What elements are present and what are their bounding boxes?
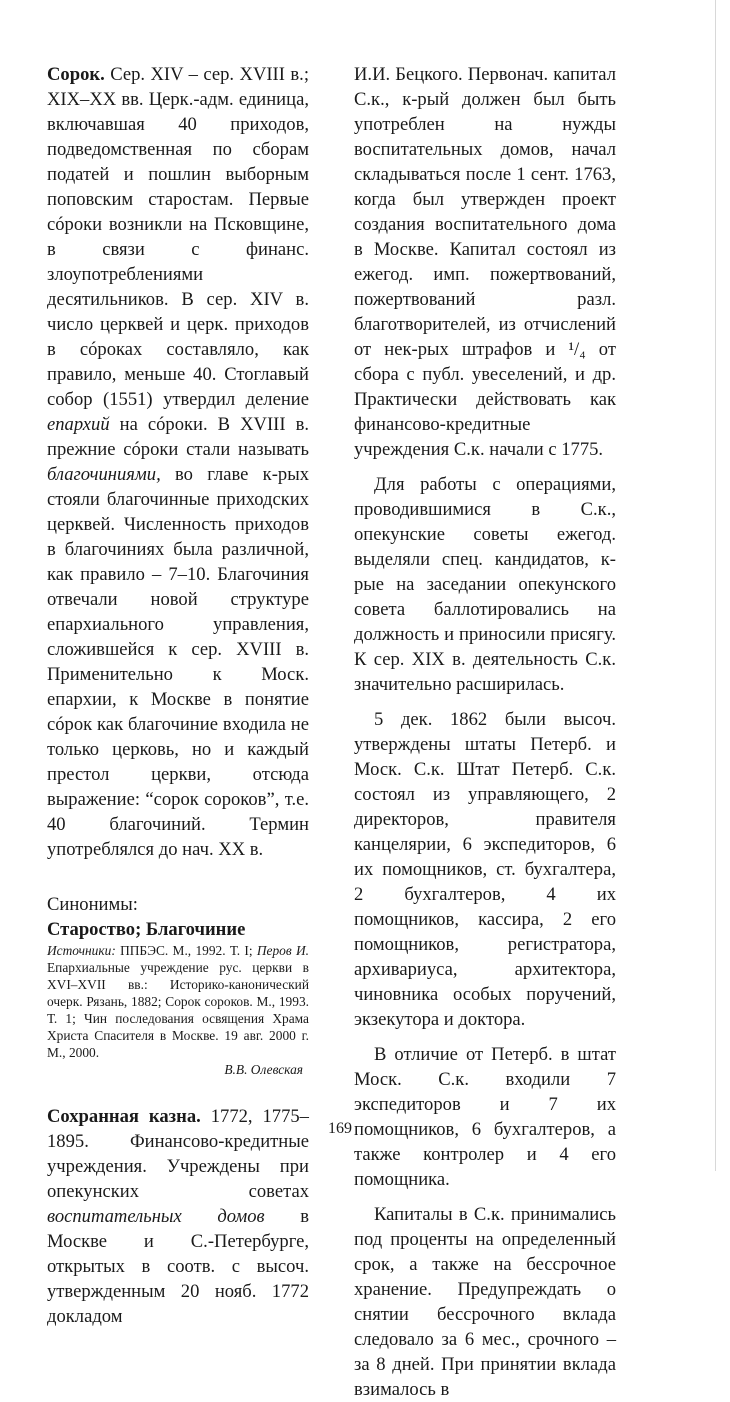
entry-sorok [47, 62, 309, 862]
synonyms-label: Синонимы: [47, 894, 138, 915]
link-vospitatelnykh-domov: воспитательных домов [47, 1206, 265, 1227]
paragraph-3: 5 дек. 1862 были высоч. утверждены штаты Петерб. и Моск. С.к. Штат Петерб. С.к. состоял из управляющего, 2 директоров, правителя канцелярии, 6 экспедиторов, 6 их помощников, ст. бухгалтера, 2 бухгалтеров, 4 их помощников, кассира, 2 его помощников, регистратора, архивариуса, архитектора, чиновника особых поручений, экзекутора и доктора. [354, 709, 616, 1030]
paragraph-4: В отличие от Петерб. в штат Моск. С.к. входили 7 экспедиторов и 7 их помощников, 6 бухгалтеров, а также контролер и 4 его помощника. [354, 1044, 616, 1190]
entry-sorok-text-2: на сóроки. В XVIII в. прежние сóроки стали называть [47, 414, 309, 460]
synonyms-terms: Староство; Благочиние [47, 919, 246, 940]
link-blagochiniya: благочиниями, [47, 464, 161, 485]
left-column [47, 62, 309, 1329]
synonyms-block [47, 892, 309, 942]
article-author: В.В. Олевская [224, 1062, 303, 1077]
sources-author: Перов И. [256, 943, 309, 958]
entry-kazna-text-2: в Москве и С.-Петербурге, открытых в соотв. с высоч. утвержденным 20 нояб. 1772 докладом [47, 1206, 309, 1327]
entry-sorok-text-3: во главе к-рых стояли благочинные приходских церквей. Численность приходов в благочиниях была различной, как правило – 7–10. Благочиния отвечали новой структуре епархиального управления, сложившейся к сер. XVIII в. Применительно к Моск. епархии, к Москве в понятие сóрок как благочиние входила не только церковь, но и каждый престол церкви, отсюда выражение: “сорок сороков”, т.е. 40 благочиний. Термин употреблялся до нач. XX в. [47, 464, 309, 860]
sources-text: ППБЭС. М., 1992. Т. I; [115, 943, 257, 958]
link-eparkhiy: епархий [47, 414, 110, 435]
entry-sorok-text: Сер. XIV – сер. XVIII в.; XIX–XX вв. Церк.-адм. единица, включавшая 40 приходов, подведомственная по сборам податей и пошлин выборным поповским старостам. Первые сóроки возникли на Псковщине, в связи с финанс. злоупотреблениями десятильников. В сер. XIV в. число церквей и церк. приходов в сóроках составляло, как правило, меньше 40. Стоглавый собор (1551) утвердил деление [47, 64, 309, 410]
right-column [354, 62, 616, 1402]
paragraph-2: Для работы с операциями, проводившимися в С.к., опекунские советы ежегод. выделяли спец. кандидатов, к-рые на заседании опекунского совета баллотировались на должность и приносили присягу. К сер. XIX в. деятельность С.к. значительно расширилась. [354, 474, 616, 695]
sources-text-2: Епархиальные учреждение рус. церкви в XVI–XVII вв.: Историко-канонический очерк. Рязань, 1882; Сорок сороков. М., 1993. Т. 1; Чин последования освящения Храма Христа Спасителя в Москве. 19 авг. 2000 г. М., 2000. [47, 960, 309, 1060]
entry-kazna-text: 1772, 1775–1895. Финансово-кредитные учреждения. Учреждены при опекунских советах [47, 1106, 309, 1202]
paragraph-5: Капиталы в С.к. принимались под проценты на определенный срок, а также на бессрочное хранение. Предупреждать о снятии бессрочного вклада следовало за 6 мес., срочного – за 8 дней. При принятии вклада взималось в [354, 1204, 616, 1400]
paragraph-1: И.И. Бецкого. Первонач. капитал С.к., к-рый должен был быть употреблен на нужды воспитательных домов, начал складываться после 1 сент. 1763, когда был утвержден проект создания воспитательного дома в Москве. Капитал состоял из ежегод. имп. пожертвований, пожертвований разл. благотворителей, из отчислений от нек-рых штрафов и ¹/₄ от сбора с публ. увеселений, и др. Практически действовать как финансово-кредитные учреждения С.к. начали с 1775. [354, 64, 616, 460]
sources-block [47, 942, 309, 1061]
sources-label: Источники: [47, 943, 116, 958]
headword-sorok: Сорок. [47, 64, 105, 85]
page-number: 169 [328, 1120, 352, 1137]
headword-sokhrannaya-kazna: Сохранная казна. [47, 1106, 201, 1127]
page-edge-line [715, 0, 716, 1171]
